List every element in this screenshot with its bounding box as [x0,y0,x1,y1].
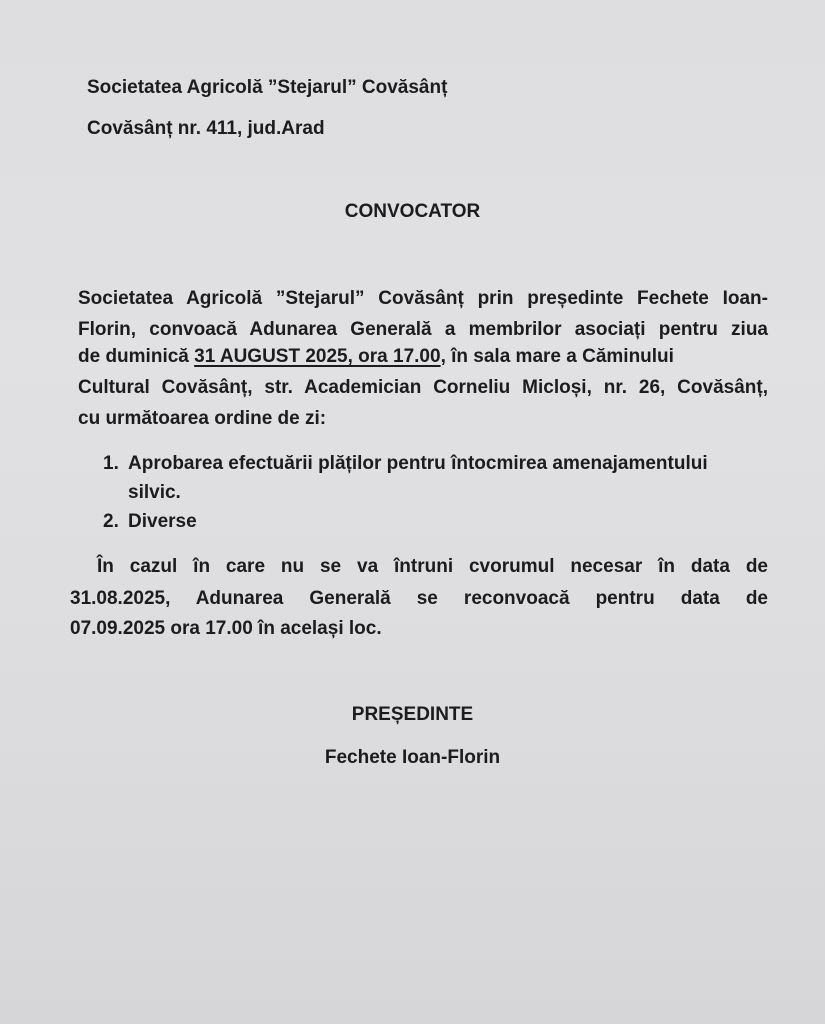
agenda-item-text: Aprobarea efectuării plăților pentru întocmirea amenajamentului [128,453,708,474]
paragraph-line: cu următoarea ordine de zi: [78,408,327,429]
agenda-item-text: Diverse [128,511,197,532]
agenda-item-number: 2. [103,511,119,532]
paragraph-line: Cultural Covăsânț, str. Academician Corneliu Micloși, nr. 26, Covăsânț, [78,377,768,398]
paragraph-text [78,345,674,369]
organization-address: Covăsânț nr. 411, jud.Arad [87,118,325,139]
agenda-item-text-continued: silvic. [128,482,181,503]
document-title: CONVOCATOR [344,201,481,222]
agenda-item-number: 1. [103,453,119,474]
paragraph-line-with-date [78,345,768,369]
paragraph-text-pre: de duminică [78,346,195,367]
paragraph-line: Societatea Agricolă ”Stejarul” Covăsânț prin președinte Fechete Ioan- [78,288,768,309]
organization-name: Societatea Agricolă ”Stejarul” Covăsânț [87,77,448,98]
paragraph-text-post: , în sala mare a Căminului [440,346,674,367]
signature-name: Fechete Ioan-Florin [324,747,501,768]
meeting-date: 31 AUGUST 2025, ora 17.00 [194,346,441,367]
paragraph-line: Florin, convoacă Adunarea Generală a membrilor asociați pentru ziua [78,319,768,340]
paragraph-line: În cazul în care nu se va întruni cvorumul necesar în data de [97,556,768,577]
paragraph-line: 07.09.2025 ora 17.00 în același loc. [70,618,382,639]
signature-role: PREȘEDINTE [351,704,474,725]
paragraph-line: 31.08.2025, Adunarea Generală se reconvoacă pentru data de [70,588,768,609]
